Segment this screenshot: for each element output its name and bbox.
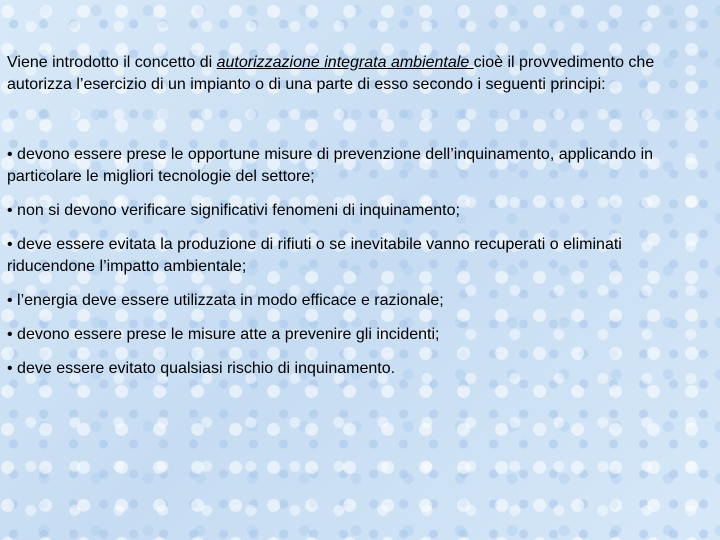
principle-item-5: • devono essere prese le misure atte a prevenire gli incidenti; [7, 326, 440, 343]
principle-item-2: • non si devono verificare significativi fenomeni di inquinamento; [7, 202, 460, 219]
intro-key-term: autorizzazione integrata ambientale [216, 54, 474, 71]
principle-item-3: • deve essere evitata la produzione di rifiuti o se inevitabile vanno recuperati o eliminati riducendone l’impatto ambientale; [7, 236, 622, 275]
intro-text-before: Viene introdotto il concetto di [7, 54, 217, 71]
principle-item-6: • deve essere evitato qualsiasi rischio di inquinamento. [7, 360, 396, 377]
principle-item-1: • devono essere prese le opportune misure di prevenzione dell’inquinamento, applicando in particolare le migliori tecnologie del settore; [7, 146, 654, 185]
slide-body [7, 52, 713, 392]
intro-paragraph [7, 52, 713, 96]
principle-item-4: • l’energia deve essere utilizzata in modo efficace e razionale; [7, 292, 444, 309]
intro-text-after: cioè il provvedimento che autorizza l’esercizio di un impianto o di una parte di esso secondo i seguenti principi: [7, 54, 655, 93]
